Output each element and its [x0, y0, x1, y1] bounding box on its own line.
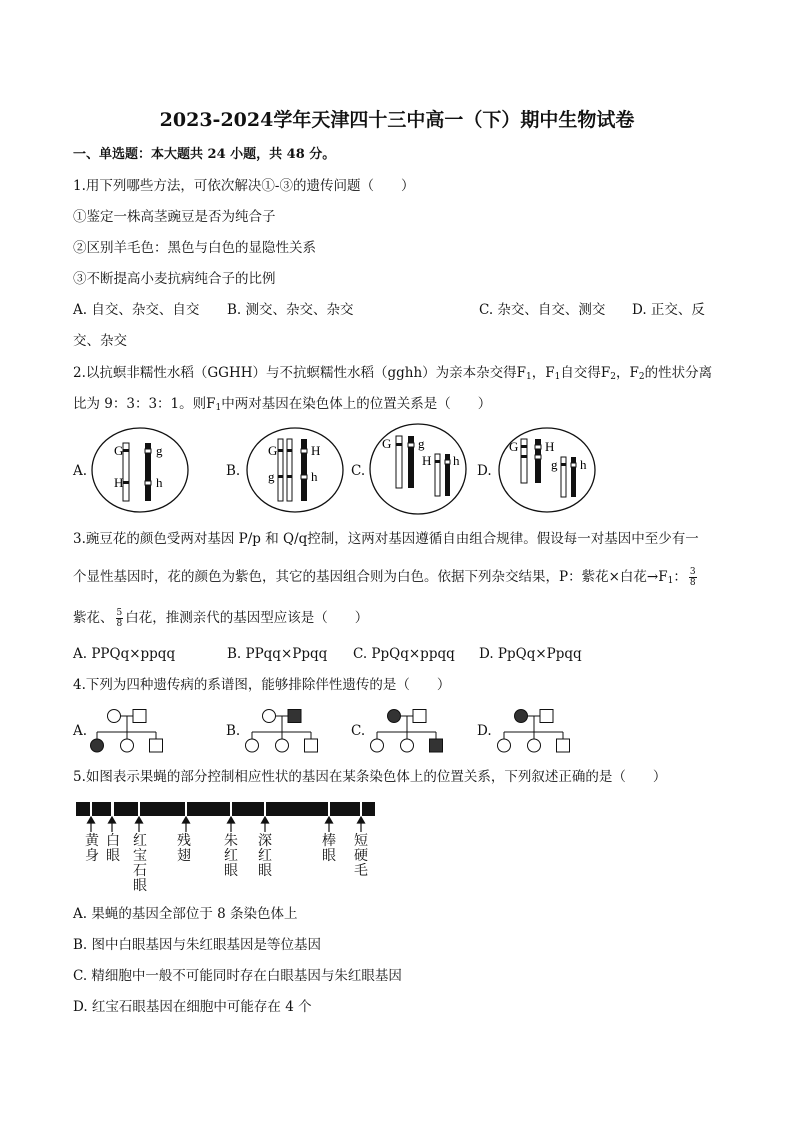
gene-label: h — [580, 457, 587, 472]
q5-option-b[interactable]: B. 图中白眼基因与朱红眼基因是等位基因 — [73, 937, 322, 953]
q3-option-a[interactable]: A. PPQq×ppqq — [73, 646, 176, 662]
q2-cell-diagram-a — [90, 425, 190, 515]
exam-title: 2023-2024学年天津四十三中高一（下）期中生物试卷 — [159, 109, 635, 131]
q3-option-b[interactable]: B. PPqq×Ppqq — [227, 646, 328, 662]
q1-option-a[interactable]: A. 自交、杂交、自交 — [73, 302, 200, 318]
gene-label: H — [422, 453, 432, 468]
gene-label-canchi: 残翅 — [177, 833, 191, 864]
q3-stem-line3: 紫花、 $\frac{5}{8}$ 白花，推测亲代的基因型应该是（ ） — [73, 608, 369, 629]
gene-label: G — [114, 443, 124, 458]
gene-label-duanyingmao: 短硬毛 — [354, 833, 368, 879]
q1-option-d[interactable]: D. 正交、反 — [632, 302, 705, 318]
gene-label: H — [114, 475, 124, 490]
q4-stem: 4.下列为四种遗传病的系谱图，能够排除伴性遗传的是（ ） — [73, 677, 451, 693]
q4-pedigree-c — [368, 704, 448, 756]
q5-option-c[interactable]: C. 精细胞中一般不可能同时存在白眼基因与朱红眼基因 — [73, 968, 402, 984]
gene-label-hongbaoshiyan: 红宝石眼 — [133, 833, 147, 894]
q3-option-d[interactable]: D. PpQq×Ppqq — [479, 646, 582, 662]
fraction-3-8: $\frac{3}{8}$ — [689, 567, 696, 588]
q1-item-1: ①鉴定一株高茎豌豆是否为纯合子 — [73, 209, 276, 225]
gene-label: g — [156, 443, 163, 458]
q2-option-d[interactable]: D. — [477, 463, 492, 479]
q2-stem-line1: 2.以抗螟非糯性水稻（GGHH）与不抗螟糯性水稻（gghh）为亲本杂交得$F_1$，$F_1$自交得$F_2$，$F_2$的性状分离 — [73, 365, 713, 382]
q1-stem: 1.用下列哪些方法，可依次解决①-③的遗传问题（ ） — [73, 178, 415, 194]
q1-option-d-continued: 交、杂交 — [73, 333, 127, 349]
gene-label: h — [453, 453, 460, 468]
gene-label: g — [268, 469, 275, 484]
q5-option-d[interactable]: D. 红宝石眼基因在细胞中可能存在 4 个 — [73, 999, 312, 1015]
gene-label: h — [156, 475, 163, 490]
gene-label-zhuhongyan: 朱红眼 — [224, 833, 238, 879]
gene-label-baiyan: 白眼 — [106, 833, 120, 864]
gene-label: G — [382, 436, 392, 451]
q1-option-c[interactable]: C. 杂交、自交、测交 — [479, 302, 606, 318]
q2-option-a[interactable]: A. — [73, 463, 88, 479]
q5-option-a[interactable]: A. 果蝇的基因全部位于 8 条染色体上 — [73, 906, 298, 922]
q3-option-c[interactable]: C. PpQq×ppqq — [353, 646, 455, 662]
q2-cell-diagram-b — [245, 425, 345, 515]
q2-cell-diagram-c — [368, 422, 468, 518]
q2-cell-diagram-d — [497, 425, 597, 515]
gene-label: H — [311, 443, 321, 458]
q3-stem-line1: 3.豌豆花的颜色受两对基因 P/p 和 Q/q控制，这两对基因遵循自由组合规律。假设每一对基因中至少有一 — [73, 531, 699, 547]
q4-pedigree-b — [243, 704, 323, 756]
gene-label: g — [551, 457, 558, 472]
gene-label-huangshen: 黄身 — [85, 833, 99, 864]
q2-option-c[interactable]: C. — [351, 463, 366, 479]
gene-label: H — [545, 439, 555, 454]
q1-option-b[interactable]: B. 测交、杂交、杂交 — [227, 302, 354, 318]
q2-option-b[interactable]: B. — [226, 463, 241, 479]
q5-stem: 5.如图表示果蝇的部分控制相应性状的基因在某条染色体上的位置关系，下列叙述正确的是（ ） — [73, 769, 667, 785]
q4-pedigree-a — [88, 704, 168, 756]
q4-option-c[interactable]: C. — [351, 723, 366, 739]
gene-label: h — [311, 469, 318, 484]
section-heading: 一、单选题：本大题共 24 小题，共 48 分。 — [73, 147, 336, 162]
gene-label: g — [418, 436, 425, 451]
q3-stem-line2: 个显性基因时，花的颜色为紫色，其它的基因组合则为白色。依据下列杂交结果，P：紫花×白花$\to F_1$： $\frac{3}{8}$ — [73, 567, 696, 588]
q2-stem-line2: 比为 9：3：3：1。则$F_1$中两对基因在染色体上的位置关系是（ ） — [73, 396, 492, 413]
gene-label-bangyan: 棒眼 — [322, 833, 336, 864]
q1-item-2: ②区别羊毛色：黑色与白色的显隐性关系 — [73, 240, 316, 256]
q4-option-b[interactable]: B. — [226, 723, 241, 739]
gene-label: G — [268, 443, 278, 458]
q1-item-3: ③不断提高小麦抗病纯合子的比例 — [73, 271, 276, 287]
gene-label-shenhongyan: 深红眼 — [258, 833, 272, 879]
q4-option-d[interactable]: D. — [477, 723, 492, 739]
q4-pedigree-d — [495, 704, 575, 756]
fraction-5-8: $\frac{5}{8}$ — [116, 608, 123, 629]
gene-label: G — [509, 439, 519, 454]
q4-option-a[interactable]: A. — [73, 723, 88, 739]
